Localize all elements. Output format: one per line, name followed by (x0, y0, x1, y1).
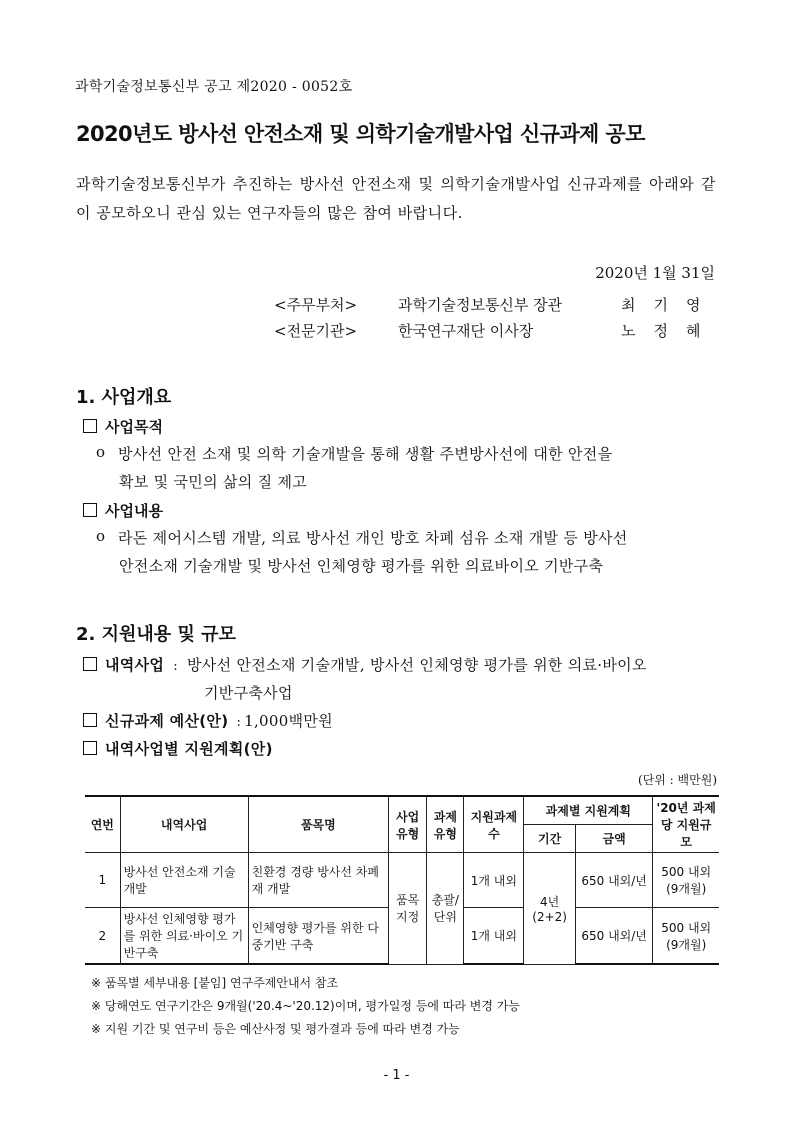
notice-number: 과학기술정보통신부 공고 제2020 - 0052호 (75, 79, 353, 95)
header-count: 지원과제수 (464, 796, 524, 853)
subsection-purpose (83, 416, 163, 437)
cell-count: 1개 내외 (464, 853, 524, 908)
section-heading-overview: 1. 사업개요 (76, 387, 172, 408)
subsection-content-title: 사업내용 (105, 502, 163, 520)
content-text-line2: 안전소재 기술개발 및 방사선 인체영향 평가를 위한 의료바이오 기반구축 (119, 557, 604, 575)
intro-paragraph: 과학기술정보통신부가 추진하는 방사선 안전소재 및 의학기술개발사업 신규과제를 아래와 같이 공모하오니 관심 있는 연구자들의 많은 참여 바랍니다. (76, 175, 716, 222)
page-number: - 1 - (383, 1068, 410, 1083)
budget-label: 신규과제 예산(안) (105, 712, 229, 730)
signatory-org: 과학기술정보통신부 장관 (398, 296, 563, 314)
signatory-role: <전문기관> (274, 322, 358, 340)
header-item: 품목명 (248, 796, 388, 853)
checkbox-square-icon (83, 657, 97, 671)
budget-separator: : (236, 715, 242, 730)
checkbox-square-icon (83, 741, 97, 755)
program-text-line2: 기반구축사업 (204, 684, 293, 702)
cell-count: 1개 내외 (464, 908, 524, 965)
header-plan: 과제별 지원계획 (524, 796, 653, 825)
subsection-content (83, 500, 163, 521)
header-biz-type: 사업유형 (389, 796, 427, 853)
subsection-purpose-title: 사업목적 (105, 418, 163, 436)
note-line: ※ 당해연도 연구기간은 9개월('20.4~'20.12)이며, 평가일정 등에 따라 변경 가능 (91, 999, 520, 1013)
cell-program: 방사선 안전소재 기술개발 (120, 853, 248, 908)
table-row (85, 853, 719, 908)
checkbox-square-icon (83, 419, 97, 433)
program-item (83, 654, 647, 675)
note-line: ※ 품목별 세부내용 [붙임] 연구주제안내서 참조 (91, 976, 339, 990)
note-line: ※ 지원 기간 및 연구비 등은 예산사정 및 평가결과 등에 따라 변경 가능 (91, 1022, 460, 1036)
header-scale: '20년 과제당 지원규모 (653, 796, 719, 853)
header-task-type: 과제유형 (427, 796, 464, 853)
bullet-icon: o (96, 527, 106, 545)
cell-amount: 650 내외/년 (575, 908, 652, 965)
header-amount: 금액 (575, 825, 652, 853)
plan-item (83, 738, 273, 759)
cell-no: 2 (85, 908, 120, 965)
cell-biz-type: 품목지정 (389, 853, 427, 965)
signatory-org: 한국연구재단 이사장 (398, 322, 534, 340)
section-heading-support: 2. 지원내용 및 규모 (76, 624, 236, 645)
bullet-icon: o (96, 443, 106, 461)
signatory-name: 최기영 (621, 296, 719, 314)
announcement-date: 2020년 1월 31일 (595, 264, 715, 282)
program-separator: : (173, 659, 178, 674)
signatory-role: <주무부처> (274, 296, 358, 314)
header-program: 내역사업 (120, 796, 248, 853)
budget-item (83, 710, 333, 731)
checkbox-square-icon (83, 713, 97, 727)
cell-task-type: 총괄/단위 (427, 853, 464, 965)
cell-item: 인체영향 평가를 위한 다중기반 구축 (248, 908, 388, 965)
program-label: 내역사업 (105, 656, 165, 674)
cell-program: 방사선 인체영향 평가를 위한 의료·바이오 기반구축 (120, 908, 248, 965)
header-no: 연번 (85, 796, 120, 853)
program-text-line1: 방사선 안전소재 기술개발, 방사선 인체영향 평가를 위한 의료·바이오 (187, 656, 647, 674)
cell-scale: 500 내외 (9개월) (653, 853, 719, 908)
budget-value: 1,000백만원 (244, 712, 333, 730)
header-period: 기간 (524, 825, 576, 853)
unit-label: (단위 : 백만원) (638, 773, 717, 787)
signatory-name: 노정혜 (621, 322, 719, 340)
content-text-line1: 라돈 제어시스템 개발, 의료 방사선 개인 방호 차폐 섬유 소재 개발 등 방사선 (118, 529, 628, 547)
cell-amount: 650 내외/년 (575, 853, 652, 908)
cell-no: 1 (85, 853, 120, 908)
cell-scale: 500 내외 (9개월) (653, 908, 719, 965)
document-title: 2020년도 방사선 안전소재 및 의학기술개발사업 신규과제 공모 (76, 122, 645, 146)
cell-period: 4년 (2+2) (524, 853, 576, 965)
support-plan-table (85, 795, 719, 965)
purpose-text-line2: 확보 및 국민의 삶의 질 제고 (119, 473, 308, 491)
checkbox-square-icon (83, 503, 97, 517)
purpose-text-line1: 방사선 안전 소재 및 의학 기술개발을 통해 생활 주변방사선에 대한 안전을 (118, 445, 613, 463)
plan-label: 내역사업별 지원계획(안) (105, 740, 273, 758)
cell-item: 친환경 경량 방사선 차폐재 개발 (248, 853, 388, 908)
